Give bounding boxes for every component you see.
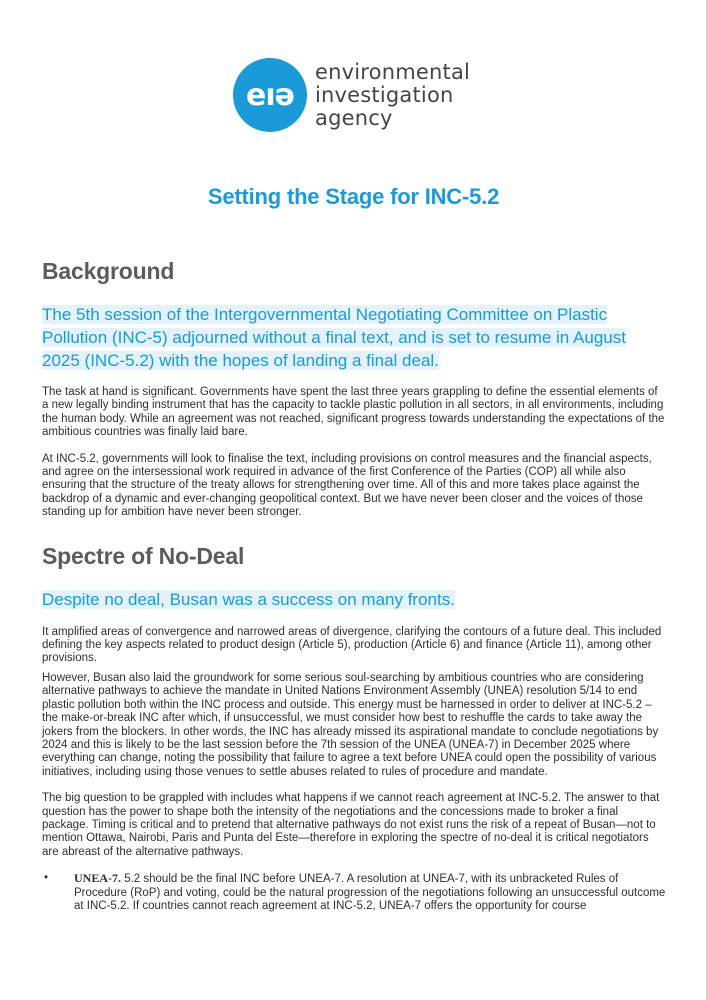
document-title: Setting the Stage for INC-5.2 xyxy=(207,184,500,209)
main-content xyxy=(42,257,666,913)
eia-logo xyxy=(233,58,470,132)
spectre-lead: Despite no deal, Busan was a success on many fronts. xyxy=(42,589,455,609)
background-heading: Background xyxy=(42,258,175,284)
spectre-paragraph-2: However, Busan also laid the groundwork for some serious soul-searching by ambitious countries who are considering alternative pathways to achieve the mandate in United Nations Environment Assembly (UNEA) resolution 5/14 to end plastic pollution both within the INC process and outside. This energy must be harnessed in order to deliver at INC-5.2 – the make-or-break INC after which, if unsuccessful, we must consider how best to reshuffle the cards to take away the jokers from the blockers. In other words, the INC has already missed its aspirational mandate to conclude negotiations by 2024 and this is likely to be the last session before the 7th session of the UNEA (UNEA-7) in December 2025 where everything can change, noting the possibility that failure to agree a text before UNEA could open the possibility of various initiatives, including using those venues to settle abuses related to rules of procedure and mandate. xyxy=(42,671,659,778)
bullet-term: UNEA-7. xyxy=(74,871,121,886)
bullet-marker: • xyxy=(44,872,49,885)
spectre-heading: Spectre of No-Deal xyxy=(42,542,245,569)
eia-logo-mark: eıə xyxy=(233,58,307,132)
background-paragraph-1: The task at hand is significant. Governments have spent the last three years grappling to define the essential elements of a new legally binding instrument that has the capacity to tackle plastic pollution in all sectors, in all environments, including the human body. While an agreement was not reached, significant progress towards understanding the expectations of the ambitious countries was finally laid bare. xyxy=(42,386,665,439)
bullet-body: 5.2 should be the final INC before UNEA-7. A resolution at UNEA-7, with its unbracketed Rules of Procedure (RoP) and voting, could be the natural progression of the negotiations following an unsuccessful outcome at INC-5.2. If countries cannot reach agreement at INC-5.2, UNEA-7 offers the opportunity for course xyxy=(74,873,666,912)
org-line-1: environmental xyxy=(315,59,471,84)
bullet-item-unea7 xyxy=(42,872,666,913)
org-line-2: investigation xyxy=(315,82,454,107)
bullet-text xyxy=(74,872,666,913)
background-lead: The 5th session of the Intergovernmental Negotiating Committee on Plastic Pollution (INC-5) adjourned without a final text, and is set to resume in August 2025 (INC-5.2) with the hopes of landing a final deal. xyxy=(42,305,626,370)
spectre-paragraph-3: The big question to be grappled with includes what happens if we cannot reach agreement at INC-5.2. The answer to that question has the power to shape both the intensity of the negotiations and the concessions made to broker a final package. Timing is critical and to pretend that alternative pathways do not exist runs the risk of a repeat of Busan—not to mention Ottawa, Nairobi, Paris and Punta del Este—therefore in exploring the spectre of no-deal it is critical negotiators are abreast of the alternative pathways. xyxy=(42,792,660,858)
spectre-paragraph-1: It amplified areas of convergence and narrowed areas of divergence, clarifying the contours of a future deal. This included defining the key aspects related to product design (Article 5), production (Article 6) and finance (Article 11), among other provisions. xyxy=(42,625,662,665)
organization-name xyxy=(315,61,470,130)
background-paragraph-2: At INC-5.2, governments will look to finalise the text, including provisions on control measures and the financial aspects, and agree on the intersessional work required in advance of the first Conference of the Parties (COP) all while also ensuring that the structure of the treaty allows for strengthening over time. All of this and more takes place against the backdrop of a dynamic and ever-changing geopolitical context. But we have never been closer and the voices of those standing up for ambition have never been stronger. xyxy=(42,452,652,519)
org-line-3: agency xyxy=(315,105,393,130)
